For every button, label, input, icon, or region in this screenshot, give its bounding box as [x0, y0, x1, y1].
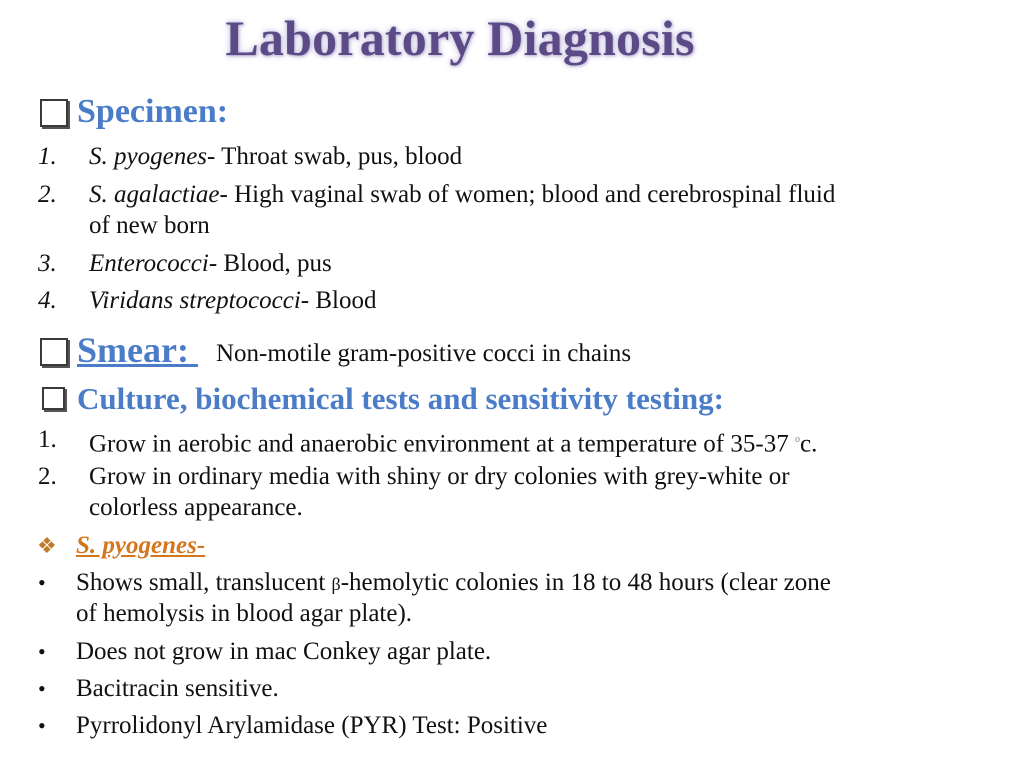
degree-symbol: o — [794, 434, 800, 445]
organism-name: S. agalactiae — [89, 181, 220, 208]
list-number: 1. — [38, 143, 57, 170]
list-number: 2. — [38, 181, 57, 208]
specimen-description-line2: of new born — [89, 212, 210, 239]
bullet-icon: • — [38, 639, 46, 664]
list-number: 2. — [38, 463, 57, 490]
pyogenes-title: S. pyogenes- — [76, 532, 206, 559]
bullet-text: Pyrrolidonyl Arylamidase (PYR) Test: Positive — [76, 712, 548, 739]
specimen-description: - Blood, pus — [208, 250, 332, 277]
organism-name: Enterococci — [89, 250, 209, 277]
culture-text-line2: colorless appearance. — [89, 494, 303, 521]
organism-name: Viridans streptococci — [89, 287, 301, 314]
smear-section — [40, 330, 800, 370]
culture-text: Grow in aerobic and anaerobic environment at a temperature of 35-37 — [89, 430, 795, 458]
bullet-icon: • — [38, 676, 46, 701]
diamond-bullet-icon: ❖ — [37, 533, 57, 558]
checkbox-icon — [40, 338, 68, 366]
culture-text-end: c. — [799, 430, 818, 458]
specimen-description: - High vaginal swab of women; blood and cerebrospinal fluid — [219, 181, 836, 208]
bullet-text-end: -hemolytic colonies in 18 to 48 hours (clear zone — [340, 569, 831, 596]
list-number: 1. — [38, 426, 57, 453]
smear-text: Non-motile gram-positive cocci in chains — [216, 340, 632, 367]
specimen-description: - Throat swab, pus, blood — [207, 143, 463, 170]
culture-text: Grow in ordinary media with shiny or dry colonies with grey-white or — [89, 463, 790, 490]
bullet-text-line2: of hemolysis in blood agar plate). — [76, 600, 413, 627]
bullet-icon: • — [38, 713, 46, 738]
checkbox-icon — [42, 387, 65, 410]
beta-symbol: β — [331, 574, 341, 594]
slide-title: Laboratory Diagnosis — [225, 10, 695, 66]
bullet-text: Shows small, translucent — [76, 569, 332, 596]
bullet-text: Does not grow in mac Conkey agar plate. — [76, 638, 492, 665]
bullet-text: Bacitracin sensitive. — [76, 675, 279, 702]
smear-heading: Smear: — [77, 330, 198, 370]
checkbox-icon — [40, 99, 68, 127]
list-number: 4. — [38, 287, 57, 314]
list-number: 3. — [38, 250, 57, 277]
organism-name: S. pyogenes — [89, 143, 208, 170]
specimen-description: - Blood — [300, 287, 377, 314]
bullet-icon: • — [38, 570, 46, 595]
